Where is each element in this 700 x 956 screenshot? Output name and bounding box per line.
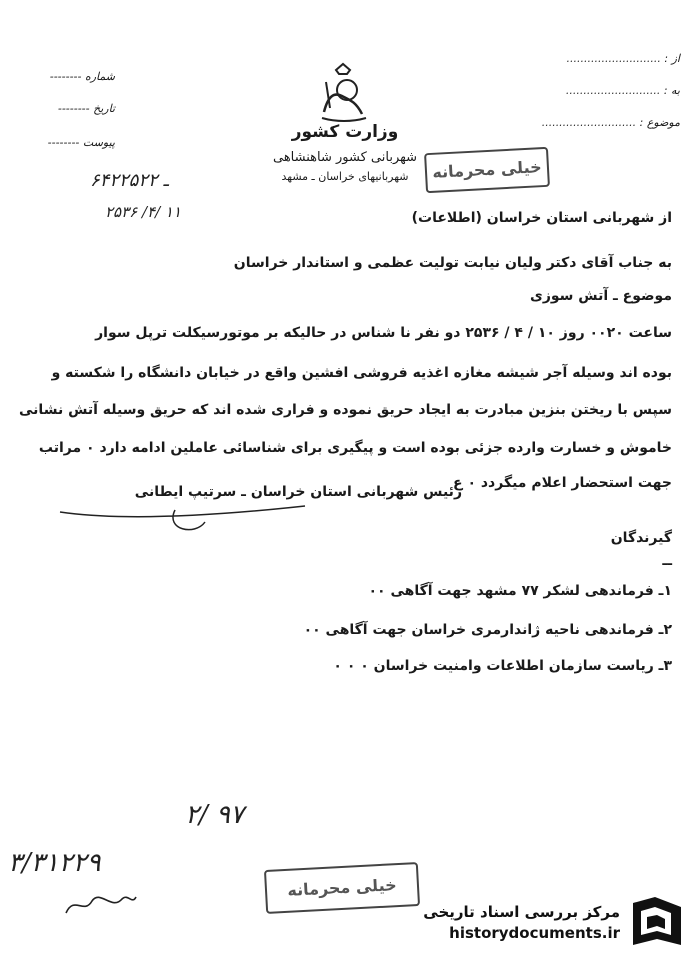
classification-stamp: خیلی محرمانه: [424, 147, 550, 193]
classification-stamp-bottom: خیلی محرمانه: [264, 862, 420, 914]
date-label: تاریخ: [93, 102, 115, 115]
from-label: از :: [664, 52, 680, 65]
from-field: [530, 52, 680, 65]
date-field: [35, 102, 115, 115]
to-dots: ...........................: [565, 84, 661, 97]
letterhead-line-2: شهربانیهای خراسان ـ مشهد: [281, 170, 409, 183]
body-line: خاموش و خسارت وارده جزئی بوده است و پیگیری برای شناسائی عاملین ادامه دارد ۰ مراتب: [38, 440, 672, 456]
body-line: سپس با ریختن بنزین مبادرت به ایجاد حریق نموده و فراری شده اند که حریق وسیله آتش نشانی: [19, 402, 672, 418]
body-line: ساعت ۰۰۲۰ روز ۱۰ / ۴ / ۲۵۳۶ دو نفر نا شناس در حالیکه بر موتورسیکلت ترپل سوار: [95, 325, 672, 341]
number-line: --------: [49, 70, 82, 83]
number-label: شماره: [84, 70, 115, 83]
handwritten-scribble: ۲/ ۹۷: [185, 800, 244, 830]
archive-logo-icon: [625, 893, 687, 951]
subject-label: موضوع :: [639, 116, 680, 129]
number-field: [35, 70, 115, 83]
attachment-label: پیوست: [82, 136, 115, 149]
signature-scribble-icon: [55, 500, 315, 540]
lion-and-sun-emblem-icon: [312, 62, 374, 124]
recipient-item: ۱ـ فرماندهی لشکر ۷۷ مشهد جهت آگاهی ۰۰: [368, 583, 672, 599]
attachment-field: [35, 136, 115, 149]
recipient-item: ۲ـ فرماندهی ناحیه ژاندارمری خراسان جهت آگاهی ۰۰: [303, 622, 672, 638]
watermark-site: historydocuments.ir: [449, 924, 620, 942]
to-field: [530, 84, 680, 97]
body-line: جهت استحضار اعلام میگردد ۰ ع: [453, 475, 672, 491]
to-label: به :: [663, 84, 680, 97]
recipients-heading: گیرندگان: [610, 530, 672, 546]
letter-from: از شهربانی استان خراسان (اطلاعات): [411, 210, 672, 226]
letterhead-line-1: شهربانی کشور شاهنشاهی: [272, 150, 417, 165]
letter-subject: موضوع ـ آتش سوزی: [529, 288, 672, 304]
watermark-org: مرکز بررسی اسناد تاریخی: [423, 903, 620, 921]
handwritten-number: ۶۴۲ـ ۲۵۲۲: [90, 170, 169, 191]
subject-field: [530, 116, 680, 129]
attachment-line: --------: [47, 136, 80, 149]
subject-dots: ...........................: [541, 116, 637, 129]
body-line: بوده اند وسیله آجر شیشه مغازه اغذیه فروشی افشین واقع در خیابان دانشگاه را شکسته و: [51, 365, 672, 381]
recipients-subheading: ــ: [662, 553, 672, 569]
ministry-title: وزارت کشور: [291, 122, 399, 142]
initials-scribble-icon: [60, 885, 140, 925]
date-line: --------: [57, 102, 90, 115]
signature-line: رئیس شهربانی استان خراسان ـ سرتیپ ایطانی: [134, 484, 462, 500]
letter-to: به جناب آقای دکتر ولیان نیابت تولیت عظمی و استاندار خراسان: [233, 255, 672, 271]
from-dots: ...........................: [566, 52, 661, 65]
recipient-item: ۳ـ ریاست سازمان اطلاعات وامنیت خراسان ۰ ۰ ۰: [333, 658, 672, 674]
handwritten-date: ۲۵۳۶ /۴/ ۱۱: [105, 203, 182, 221]
handwritten-archive-number: ۳/۳۱۲۲۹: [8, 848, 101, 878]
